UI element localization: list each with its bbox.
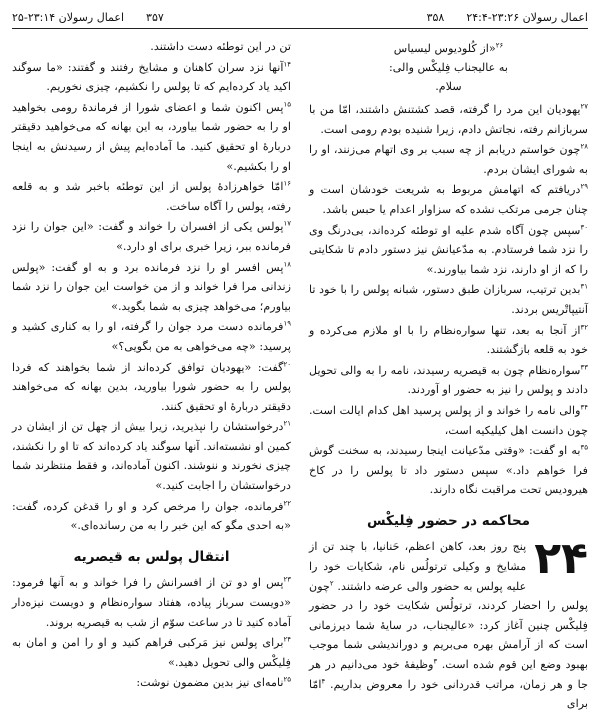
verse-text: والی نامه را خواند و از پولس پرسید اهل کدام ایالت است. چون دانست اهل کیلیکیه است، (309, 403, 588, 437)
letter-line (309, 58, 588, 77)
verse-text: چون خواستم دریابم از چه سبب بر وی اتهام می‌زنند، او را به شورای ایشان بردم. (309, 143, 588, 176)
page-header (12, 8, 588, 29)
right-column (309, 37, 588, 711)
verse-text: به او گفت: «وقتی مدّعیانت اینجا رسیدند، به سخنت گوش فرا خواهم داد.» سپس دستور داد تا پولس را در کاخ هیرودیس تحت مراقبت نگاه دارند. (309, 444, 588, 497)
verse-number: ۳۰ (580, 222, 588, 231)
verse-number: ۳۳ (580, 362, 588, 371)
left-column (12, 37, 291, 690)
verse-text: سپس چون آگاه شدم علیه او توطئه کرده‌اند، بی‌درنگ وی را نزد شما فرستادم. به مدّعیانش نیز دستور دادم تا شکایتی را که از او دارند، نزد شما بیاورند.» (309, 223, 588, 276)
verse-number: ۳۵ (580, 443, 588, 452)
verse-text: فرمانده، جوان را مرخص کرد و او را قدغن کرده، گفت: «به احدی مگو که این خبر را به من رسانده‌ای.» (12, 499, 291, 533)
verse-number: ۲۸ (580, 142, 588, 151)
verse-number: ۲ (329, 578, 334, 587)
verse-number: ۲۹ (580, 182, 588, 191)
verse-text: سواره‌نظام چون به قیصریه رسیدند، نامه را به والی تحویل دادند و پولس را نیز به حضور او آوردند. (309, 363, 588, 397)
verse-text: امّا برای (309, 677, 588, 711)
verse-text: پس او دو تن از افسرانش را فرا خواند و به آنها فرمود: «دویست سرباز پیاده، هفتاد سواره‌نظام و دویست نیزه‌دار آماده کنید تا در ساعت سوّم از شب به قیصریه بروند. (12, 576, 291, 629)
verse-number: ۲۲ (283, 498, 291, 507)
verse-number: ۲۰ (283, 359, 291, 368)
verse-number: ۴ (321, 676, 326, 685)
verse-number: ۱۸ (283, 259, 291, 268)
section-title: انتقال پولس به قیصریه (73, 548, 230, 565)
verse-number: ۲۵ (283, 675, 291, 684)
letter-line-text: به عالیجناب فِلیکْس والی: (388, 61, 509, 74)
verse-paragraph (12, 58, 291, 97)
verse-paragraph (309, 221, 588, 280)
chapter-opening (309, 533, 588, 713)
verse-text: درخواستشان را نپذیرید، زیرا بیش از چهل تن از ایشان در کمین او نشسته‌اند. آنها سوگند یاد کرده‌اند که تا او را نکشند، چیزی نخورند و ننوشند. اکنون آماده‌اند، و فقط منتظرند شما درخواستشان را اجابت کنید.» (12, 420, 291, 493)
header-right-title: اعمال رسولان ۲۳:۲۶-۲۴:۴ (466, 11, 588, 24)
verse-paragraph (12, 673, 291, 693)
verse-number: ۳۴ (580, 403, 588, 412)
verse-paragraph (309, 401, 588, 440)
verse-text: نامه‌ای نیز بدین مضمون نوشت: (136, 676, 284, 690)
verse-text: فرمانده دست مرد جوان را گرفته، او را به کناری کشید و پرسید: «چه می‌خواهی به من بگویی؟» (12, 320, 291, 353)
verse-text: پولس یکی از افسران را خواند و گفت: «این جوان را نزد فرمانده ببر، زیرا خبری برای او دارد.» (12, 220, 291, 253)
verse-text: دریافتم که اتهامش مربوط به شریعت خودشان است و چنان جرمی مرتکب نشده که سزاوار اعدام یا حبس باشد. (309, 183, 588, 216)
verse-number: ۳ (433, 657, 438, 666)
verse-number: ۱۴ (283, 59, 291, 68)
header-left-title: اعمال رسولان ۲۳:۱۴-۲۵ (12, 11, 125, 24)
verse-paragraph (12, 37, 291, 57)
verse-text: تن در این توطئه دست داشتند. (150, 40, 291, 53)
verse-paragraph (12, 417, 291, 495)
header-right-group (427, 11, 588, 24)
verse-number: ۲۱ (283, 419, 291, 428)
verse-paragraph (12, 217, 291, 256)
verse-number: ۲۶ (495, 41, 504, 50)
verse-paragraph (12, 573, 291, 632)
verse-number: ۳۲ (580, 322, 588, 331)
verse-text: امّا خواهرزادهٔ پولس از این توطئه باخبر شد و به قلعه رفته، پولس را آگاه ساخت. (12, 180, 291, 213)
verse-paragraph (12, 633, 291, 672)
verse-text: پس اکنون شما و اعضای شورا از فرماندهٔ رومی بخواهید او را به حضور شما بیاورد، به این بهانه که می‌خواهید دقیقتر دربارهٔ او تحقیق کنید. ما آماده‌ایم پیش از رسیدنش به اینجا او را بکشیم.» (12, 100, 291, 173)
verse-paragraph (309, 321, 588, 360)
verse-text: گفت: «یهودیان توافق کرده‌اند از شما بخواهند که فردا پولس را به حضور شورا بیاورید، بدین بهانه که می‌خواهند دقیقتر دربارهٔ او تحقیق کنند. (12, 360, 291, 413)
verse-paragraph (12, 317, 291, 356)
verse-text: برای پولس نیز مَرکبی فراهم کنید و او را امن و امان به فِلیکْس والی تحویل دهید.» (12, 636, 291, 669)
verse-text: پنج روز بعد، کاهن اعظم، حَنانیا، با چند تن از مشایخ و وکیلی ترتولُس نام، شکایات خود را علیه پولس به حضور والی عرضه داشتند. (309, 540, 527, 593)
letter-salutation (309, 39, 588, 96)
letter-line (309, 77, 588, 96)
verse-paragraph (309, 441, 588, 500)
verse-number: ۱۹ (283, 319, 291, 328)
verse-paragraph (12, 98, 291, 176)
verse-text: وظیفهٔ خود می‌دانیم در هر جا و هر زمان، مراتب قدردانی خود را معروض بداریم. (309, 658, 588, 691)
letter-line-text: «از کُلودیوس لیسیاس (393, 42, 496, 55)
verse-number: ۱۷ (283, 219, 291, 228)
verse-paragraph (309, 100, 588, 139)
verse-text: آنها نزد سران کاهنان و مشایخ رفتند و گفتند: «ما سوگند اکید یاد کرده‌ایم که تا پولس را نکشیم، چیزی نخوریم. (12, 60, 291, 94)
chapter-number: ۲۴ (534, 533, 588, 585)
verse-number: ۲۷ (580, 102, 588, 111)
verse-paragraph (309, 361, 588, 400)
verse-paragraph (12, 258, 291, 317)
verse-text: بدین ترتیب، سربازان طبق دستور، شبانه پولس را با خود تا آنتیپاتْریس بردند. (309, 283, 588, 316)
verse-paragraph (309, 180, 588, 219)
verse-number: ۲۳ (283, 575, 291, 584)
verse-text: از آنجا به بعد، تنها سواره‌نظام را با او ملازم می‌کرده و خود به قلعه بازگشتند. (309, 323, 588, 357)
verse-paragraph (12, 177, 291, 216)
letter-line (309, 39, 588, 58)
header-left-group (12, 11, 164, 24)
verse-paragraph (12, 358, 291, 417)
verse-paragraph (309, 280, 588, 319)
verse-number: ۳۱ (580, 282, 588, 291)
verse-number: ۱۵ (283, 100, 291, 109)
verse-text: چون پولس را احضار کردند، ترتولُس شکایت خود را در حضور فِلیکْس چنین آغاز کرد: «عالیجناب، در سایهٔ شما دیرزمانی است که از آرامش بهره می‌بریم و دوراندیشی شما موجب بهبود وضع این قوم شده است. (309, 579, 588, 672)
verse-paragraph (309, 140, 588, 179)
header-left-page-number: ۳۵۷ (146, 11, 164, 24)
verse-number: ۱۶ (283, 179, 291, 188)
verse-text: یهودیان این مرد را گرفته، قصد کشتنش داشتند، امّا من با سربازانم رفته، نجاتش دادم، زیرا شنیده بودم رومی است. (309, 103, 588, 136)
verse-paragraph (12, 497, 291, 536)
verse-text: پس افسر او را نزد فرمانده برد و به او گفت: «پولس زندانی مرا فرا خواند و از من خواست این جوان را نزد شما بیاورم؛ می‌خواهد چیزی به شما بگوید.» (12, 260, 291, 313)
columns (12, 37, 588, 711)
header-right-page-number: ۳۵۸ (426, 11, 445, 24)
letter-line-text: سلام. (435, 80, 462, 93)
section-title: محاکمه در حضور فِلیکْس (366, 512, 531, 529)
verse-number: ۲۴ (283, 635, 291, 644)
